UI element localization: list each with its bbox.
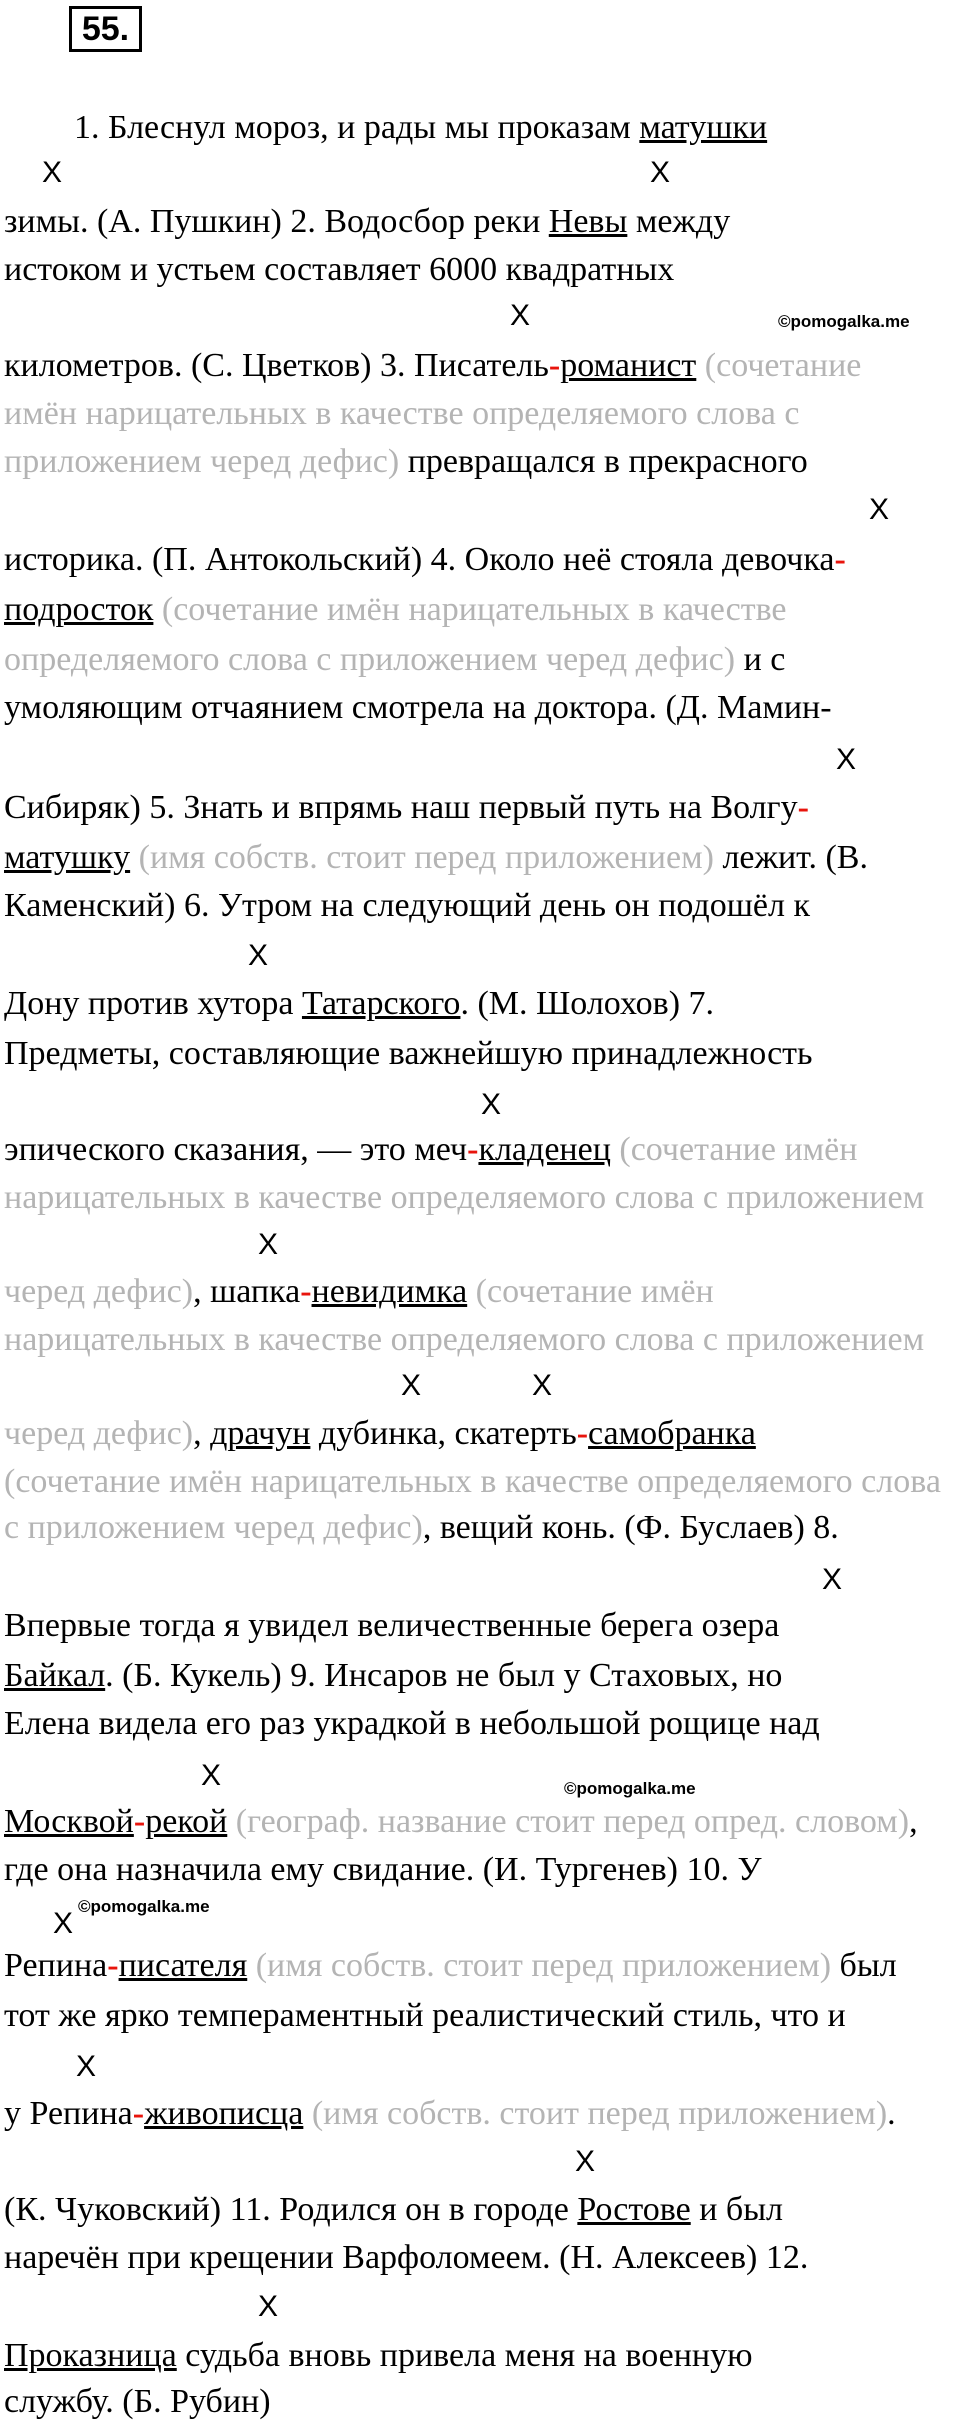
x-marker: X: [401, 1369, 422, 1402]
text-line: Байкал. (Б. Кукель) 9. Инсаров не был у Стаховых, но: [4, 1657, 783, 1694]
text-line: нарицательных в качестве определяемого слова с приложением: [4, 1179, 925, 1216]
text-line: Проказница судьба вновь привела меня на военную: [4, 2337, 753, 2374]
x-marker: X: [836, 743, 857, 776]
text-line: 1. Блеснул мороз, и рады мы проказам матушки: [74, 109, 768, 146]
text-line: определяемого слова с приложением черед дефис) и с: [4, 641, 786, 678]
text-line: приложением черед дефис) превращался в прекрасного: [4, 443, 808, 480]
text-line: умоляющим отчаянием смотрела на доктора. (Д. Мамин-: [4, 689, 832, 726]
text-line: матушку (имя собств. стоит перед приложением) лежит. (В.: [4, 839, 868, 876]
text-line: наречён при крещении Варфоломеем. (Н. Алексеев) 12.: [4, 2239, 809, 2276]
text-line: Сибиряк) 5. Знать и впрямь наш первый путь на Волгу-: [4, 789, 809, 826]
watermark: ©pomogalka.me: [78, 1897, 210, 1916]
text-line: эпического сказания, — это меч-кладенец (сочетание имён: [4, 1131, 858, 1168]
x-marker: X: [481, 1088, 502, 1121]
x-marker: X: [201, 1759, 222, 1792]
text-line: километров. (С. Цветков) 3. Писатель-романист (сочетание: [4, 347, 862, 384]
x-marker: X: [650, 156, 671, 189]
x-marker: X: [42, 156, 63, 189]
text-line: у Репина-живописца (имя собств. стоит перед приложением).: [4, 2095, 896, 2132]
exercise-number: 55.: [69, 6, 142, 52]
text-line: зимы. (А. Пушкин) 2. Водосбор реки Невы между: [4, 203, 731, 240]
text-line: Предметы, составляющие важнейшую принадлежность: [4, 1035, 813, 1072]
text-line: черед дефис), драчун дубинка, скатерть-самобранка: [4, 1415, 756, 1452]
text-line: Каменский) 6. Утром на следующий день он подошёл к: [4, 887, 810, 924]
text-line: имён нарицательных в качестве определяемого слова с: [4, 395, 800, 432]
x-marker: X: [258, 2290, 279, 2323]
text-line: (сочетание имён нарицательных в качестве определяемого слова: [4, 1463, 941, 1500]
text-line: службу. (Б. Рубин): [4, 2383, 271, 2420]
watermark: ©pomogalka.me: [778, 312, 910, 331]
x-marker: X: [575, 2145, 596, 2178]
text-line: Елена видела его раз украдкой в небольшой рощице над: [4, 1705, 820, 1742]
text-line: историка. (П. Антокольский) 4. Около неё стояла девочка-: [4, 541, 846, 578]
text-line: Москвой-рекой (географ. название стоит перед опред. словом),: [4, 1803, 918, 1840]
x-marker: X: [510, 299, 531, 332]
text-line: (К. Чуковский) 11. Родился он в городе Ростове и был: [4, 2191, 784, 2228]
x-marker: X: [869, 493, 890, 526]
text-line: где она назначила ему свидание. (И. Тургенев) 10. У: [4, 1851, 762, 1888]
x-marker: X: [822, 1563, 843, 1596]
text-line: Впервые тогда я увидел величественные берега озера: [4, 1607, 780, 1644]
x-marker: X: [53, 1907, 74, 1940]
text-line: истоком и устьем составляет 6000 квадратных: [4, 251, 675, 288]
x-marker: X: [248, 939, 269, 972]
text-line: тот же ярко темпераментный реалистический стиль, что и: [4, 1997, 846, 2034]
text-line: Дону против хутора Татарского. (М. Шолохов) 7.: [4, 985, 715, 1022]
x-marker: X: [258, 1228, 279, 1261]
watermark: ©pomogalka.me: [564, 1779, 696, 1798]
text-line: нарицательных в качестве определяемого слова с приложением: [4, 1321, 925, 1358]
text-line: черед дефис), шапка-невидимка (сочетание имён: [4, 1273, 714, 1310]
text-line: Репина-писателя (имя собств. стоит перед приложением) был: [4, 1947, 897, 1984]
x-marker: X: [76, 2050, 97, 2083]
text-line: подросток (сочетание имён нарицательных в качестве: [4, 591, 787, 628]
x-marker: X: [532, 1369, 553, 1402]
text-line: с приложением черед дефис), вещий конь. (Ф. Буслаев) 8.: [4, 1509, 839, 1546]
